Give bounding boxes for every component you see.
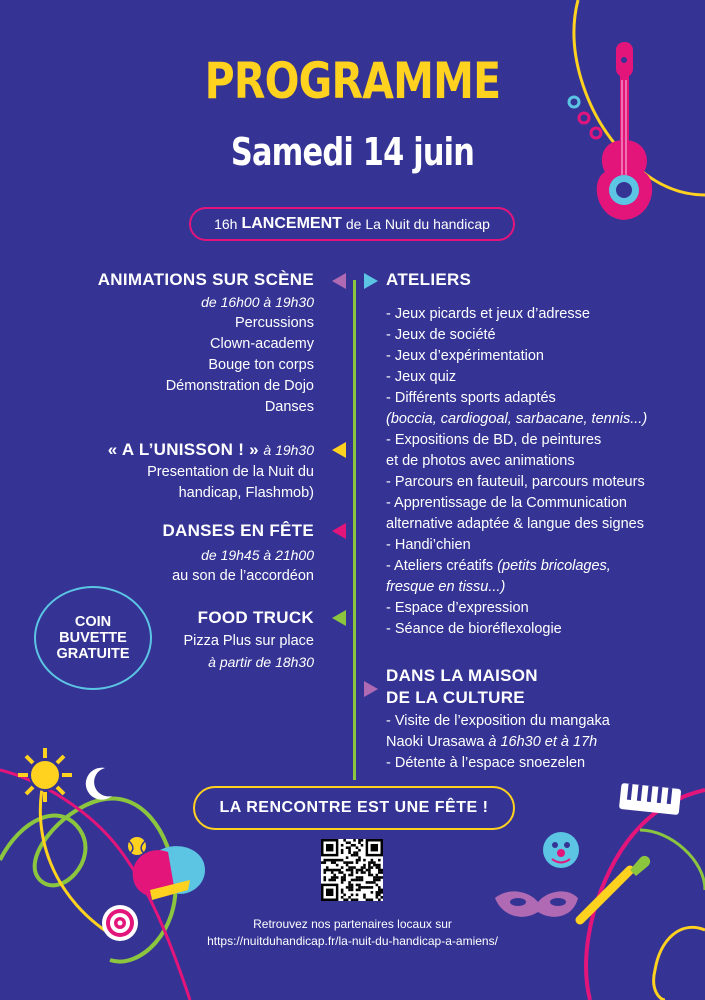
- animations-title: ANIMATIONS SUR SCÈNE: [97, 270, 314, 289]
- launch-banner: [189, 207, 515, 241]
- bottom-left-decoration: [0, 740, 240, 1000]
- danses-line: au son de l’accordéon: [172, 568, 314, 584]
- arrow-right-blue: [364, 273, 378, 289]
- page-title: PROGRAMME: [204, 52, 501, 110]
- maison-title: DANS LA MAISON: [386, 666, 538, 685]
- atelier-line: - Parcours en fauteuil, parcours moteurs: [386, 474, 645, 490]
- unisson-line: Presentation de la Nuit du: [147, 464, 314, 480]
- qr-code[interactable]: [321, 839, 383, 901]
- arrow-left-pink: [332, 523, 346, 539]
- danses-title: DANSES EN FÊTE: [162, 521, 314, 540]
- unisson-heading: [108, 438, 314, 462]
- unisson-title: « A L’UNISSON ! »: [107, 440, 259, 459]
- food-title: FOOD TRUCK: [197, 608, 314, 627]
- atelier-line: - Jeux d’expérimentation: [386, 348, 544, 364]
- ateliers-title: ATELIERS: [386, 270, 472, 289]
- buvette-line: COIN: [74, 614, 112, 630]
- atelier-line: - Espace d’expression: [386, 600, 529, 616]
- animations-time: de 16h00 à 19h30: [201, 294, 314, 310]
- atelier-line: - Expositions de BD, de peintures: [386, 432, 602, 448]
- arrow-left-green: [332, 610, 346, 626]
- arrow-left-purple: [332, 273, 346, 289]
- maison-time: à 16h30 et à 17h: [488, 734, 598, 750]
- event-date: Samedi 14 juin: [230, 130, 475, 174]
- rencontre-banner: LA RENCONTRE EST UNE FÊTE !: [193, 786, 515, 830]
- maison-line: [386, 732, 597, 753]
- atelier-line: [386, 556, 611, 577]
- animation-item: Danses: [264, 399, 314, 415]
- atelier-text: - Ateliers créatifs: [386, 558, 494, 574]
- buvette-line: BUVETTE: [59, 630, 127, 646]
- maison-line: - Visite de l’exposition du mangaka: [386, 713, 610, 729]
- arrow-left-yellow: [332, 442, 346, 458]
- atelier-line: et de photos avec animations: [386, 453, 575, 469]
- atelier-line: - Jeux de société: [386, 327, 496, 343]
- atelier-line: alternative adaptée & langue des signes: [386, 516, 644, 532]
- atelier-line: (boccia, cardiogoal, sarbacane, tennis...): [386, 411, 648, 427]
- food-time: à partir de 18h30: [208, 654, 314, 670]
- animation-item: Bouge ton corps: [208, 357, 314, 373]
- atelier-text-italic: (petits bricolages,: [497, 558, 611, 574]
- atelier-line: - Jeux quiz: [386, 369, 457, 385]
- piano-keys-icon: [619, 783, 681, 815]
- unisson-time: à 19h30: [263, 442, 314, 458]
- buvette-line: GRATUITE: [56, 646, 130, 662]
- footer-link[interactable]: https://nuitduhandicap.fr/la-nuit-du-handicap-a-amiens/: [207, 934, 498, 948]
- maison-title: DE LA CULTURE: [386, 688, 525, 707]
- bottom-right-decoration: [490, 770, 705, 1000]
- sun-icon: [18, 748, 72, 802]
- moon-icon: [86, 768, 112, 800]
- footer-text: Retrouvez nos partenaires locaux sur: [253, 917, 452, 931]
- guitar-icon: [560, 0, 705, 230]
- unisson-line: handicap, Flashmob): [178, 485, 314, 501]
- atelier-line: - Différents sports adaptés: [386, 390, 556, 406]
- maison-text: Naoki Urasawa: [386, 734, 485, 750]
- launch-time: 16h: [214, 216, 238, 232]
- animation-item: Clown-academy: [210, 336, 314, 352]
- ball-icon: [128, 837, 146, 855]
- launch-label: LANCEMENT: [241, 215, 342, 232]
- atelier-line: - Apprentissage de la Communication: [386, 495, 627, 511]
- atelier-line: fresque en tissu...): [386, 579, 506, 595]
- launch-rest: de La Nuit du handicap: [345, 216, 490, 232]
- paintbrush-icon: [580, 856, 650, 920]
- atelier-line: - Handi’chien: [386, 537, 471, 553]
- atelier-line: - Jeux picards et jeux d’adresse: [386, 306, 590, 322]
- clown-face-icon: [543, 832, 579, 868]
- food-line: Pizza Plus sur place: [183, 633, 314, 649]
- timeline-markers: [330, 268, 380, 698]
- carnival-mask-icon: [495, 891, 578, 916]
- animation-item: Démonstration de Dojo: [165, 378, 314, 394]
- buvette-badge: [34, 586, 152, 690]
- maison-line: - Détente à l’espace snoezelen: [386, 755, 586, 771]
- atelier-line: - Séance de bioréflexologie: [386, 621, 562, 637]
- arrow-right-purple: [364, 681, 378, 697]
- danses-time: de 19h45 à 21h00: [201, 547, 314, 563]
- animation-item: Percussions: [235, 315, 314, 331]
- handshake-icon: [133, 846, 205, 900]
